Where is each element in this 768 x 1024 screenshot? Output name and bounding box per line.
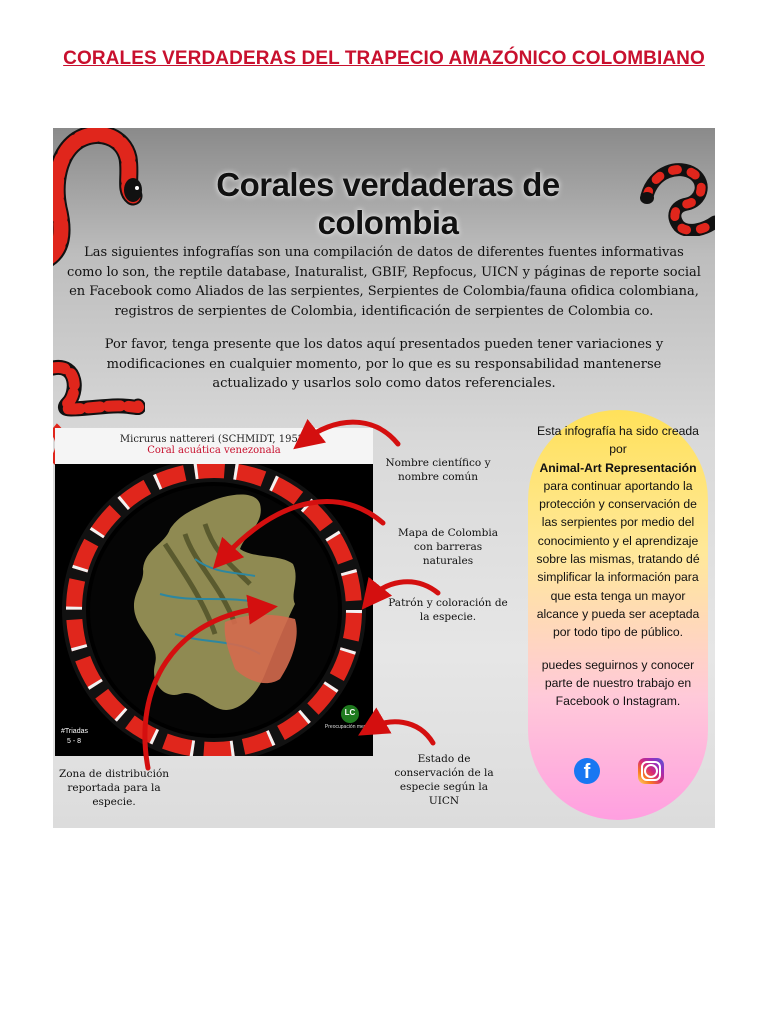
callout-name: Nombre científico y nombre común <box>385 457 491 483</box>
triadas-label: #Triadas <box>61 728 88 735</box>
intro-paragraph-disclaimer: Por favor, tenga presente que los datos aquí presentados pueden tener variaciones y modificaciones en cualquier momento, por lo que es su responsabilidad mantenerse actualizado y usarlos solo como datos referenciales. <box>104 337 664 391</box>
common-name: Coral acuática venezonala <box>147 445 281 456</box>
credits-purpose: para continuar aportando la protección y conservación de las serpientes por medio del conocimiento y el aprendizaje sobre las mismas, tratando dé simplificar la información para que esta tenga un mayor alcance y pueda ser aceptada por todo tipo de público. <box>536 478 700 640</box>
page-title: CORALES VERDADERAS DEL TRAPECIO AMAZÓNICO COLOMBIANO <box>63 48 705 69</box>
credits-intro: Esta infografía ha sido creada por <box>537 424 699 457</box>
arrow-conservation-icon <box>371 722 433 743</box>
callout-pattern: Patrón y coloración de la especie. <box>388 597 508 623</box>
facebook-icon[interactable]: f <box>574 758 600 784</box>
infographic-poster <box>53 128 715 828</box>
callout-map: Mapa de Colombia con barreras naturales <box>398 527 498 567</box>
intro-paragraph-sources: Las siguientes infografías son una compilación de datos de diferentes fuentes informativas como lo son, the reptile database, Inaturalist, GBIF, Repfocus, UICN y páginas de reporte social en Facebook como Aliados de las serpientes, Serpientes de Colombia/fauna ofidica colombiana, registros de serpientes de Colombia, identificación de serpientes de Colombia co. <box>67 245 701 319</box>
triadas-value: 5 - 8 <box>67 738 82 745</box>
status-badge: LC <box>344 708 356 717</box>
credits-text <box>536 422 700 710</box>
credits-bubble <box>528 410 708 820</box>
arrow-map-icon <box>223 501 383 558</box>
arrow-name-icon <box>305 422 398 444</box>
scientific-name: Micrurus nattereri (SCHMIDT, 1952) <box>119 434 309 445</box>
instagram-icon[interactable] <box>638 758 664 784</box>
status-caption: Preocupación menor <box>324 724 372 730</box>
arrow-distribution-icon <box>145 608 263 768</box>
credits-author: Animal-Art Representación <box>539 460 697 475</box>
credits-follow: puedes seguirnos y conocer parte de nuestro trabajo en Facebook o Instagram. <box>541 657 695 709</box>
callout-conservation: Estado de conservación de la especie según la UICN <box>394 753 494 807</box>
callout-distribution: Zona de distribución reportada para la especie. <box>58 768 170 808</box>
poster-heading: Corales verdaderas de colombia <box>216 166 560 241</box>
